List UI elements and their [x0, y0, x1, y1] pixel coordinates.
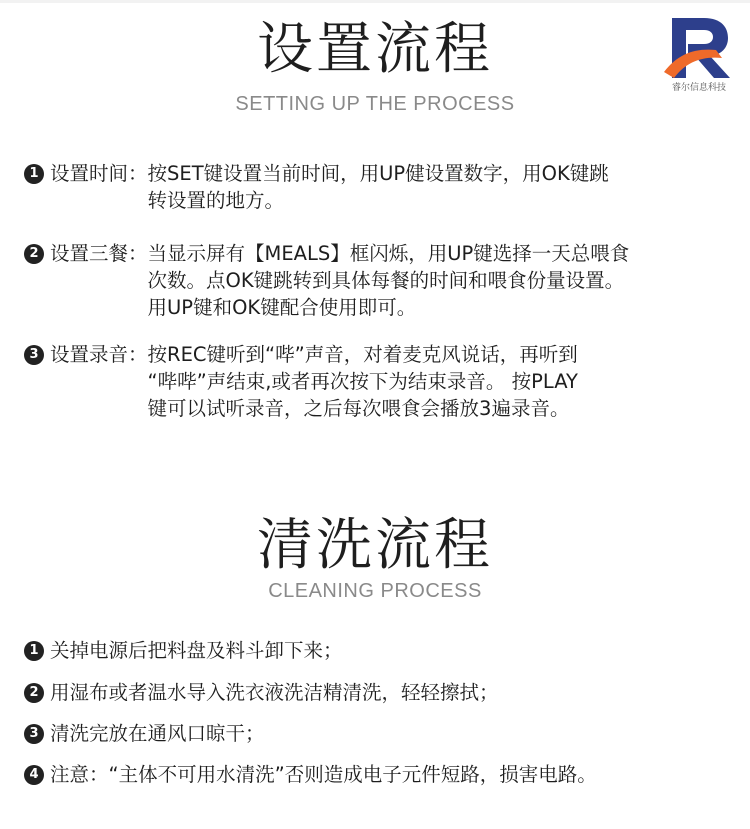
- cleaning-step-2: [24, 679, 744, 706]
- setup-step-recording: [24, 341, 734, 422]
- step-text: 按SET键设置当前时间，用UP健设置数字，用OK键跳 转设置的地方。: [147, 162, 609, 212]
- step-colon: ：: [128, 162, 148, 185]
- step-colon: ：: [128, 242, 148, 265]
- step-text: 清洗完放在通风口晾干；: [50, 722, 265, 745]
- section-title-setup: 设置流程: [257, 17, 493, 82]
- setup-step-meals: [24, 240, 734, 321]
- step-colon: ：: [128, 343, 148, 366]
- step-text: 用湿布或者温水导入洗衣液洗洁精清洗，轻轻擦拭；: [50, 681, 499, 704]
- step-label: 设置时间: [50, 162, 129, 185]
- cleaning-step-1: [24, 637, 744, 664]
- step-number-badge: 3: [24, 345, 44, 365]
- step-text: 关掉电源后把料盘及料斗卸下来；: [50, 639, 343, 662]
- step-number-badge: 2: [24, 683, 44, 703]
- step-label: 设置三餐: [50, 242, 129, 265]
- step-text: 注意：“主体不可用水清洗”否则造成电子元件短路，损害电路。: [50, 763, 597, 786]
- logo-company-name: 睿尔信息科技: [671, 83, 726, 93]
- cleaning-step-3: [24, 720, 744, 747]
- step-number-badge: 2: [24, 244, 44, 264]
- step-number-badge: 1: [24, 164, 44, 184]
- section-subtitle-setup: SETTING UP THE PROCESS: [235, 93, 515, 115]
- step-text: 当显示屏有【MEALS】框闪烁，用UP键选择一天总喂食 次数。点OK键跳转到具体每餐的时间和喂食份量设置。 用UP键和OK键配合使用即可。: [147, 242, 630, 319]
- top-divider: [0, 0, 750, 3]
- step-number-badge: 4: [24, 765, 44, 785]
- setup-step-time: [24, 160, 734, 214]
- step-label: 设置录音: [50, 343, 129, 366]
- cleaning-step-4-warning: [24, 761, 744, 788]
- step-number-badge: 3: [24, 724, 44, 744]
- step-number-badge: 1: [24, 641, 44, 661]
- section-title-cleaning: 清洗流程: [257, 513, 493, 578]
- step-text: 按REC键听到“哔”声音，对着麦克风说话，再听到 “哔哔”声结束,或者再次按下为结束录音。 按PLAY 键可以试听录音，之后每次喂食会播放3遍录音。: [147, 343, 578, 420]
- section-subtitle-cleaning: CLEANING PROCESS: [268, 580, 482, 602]
